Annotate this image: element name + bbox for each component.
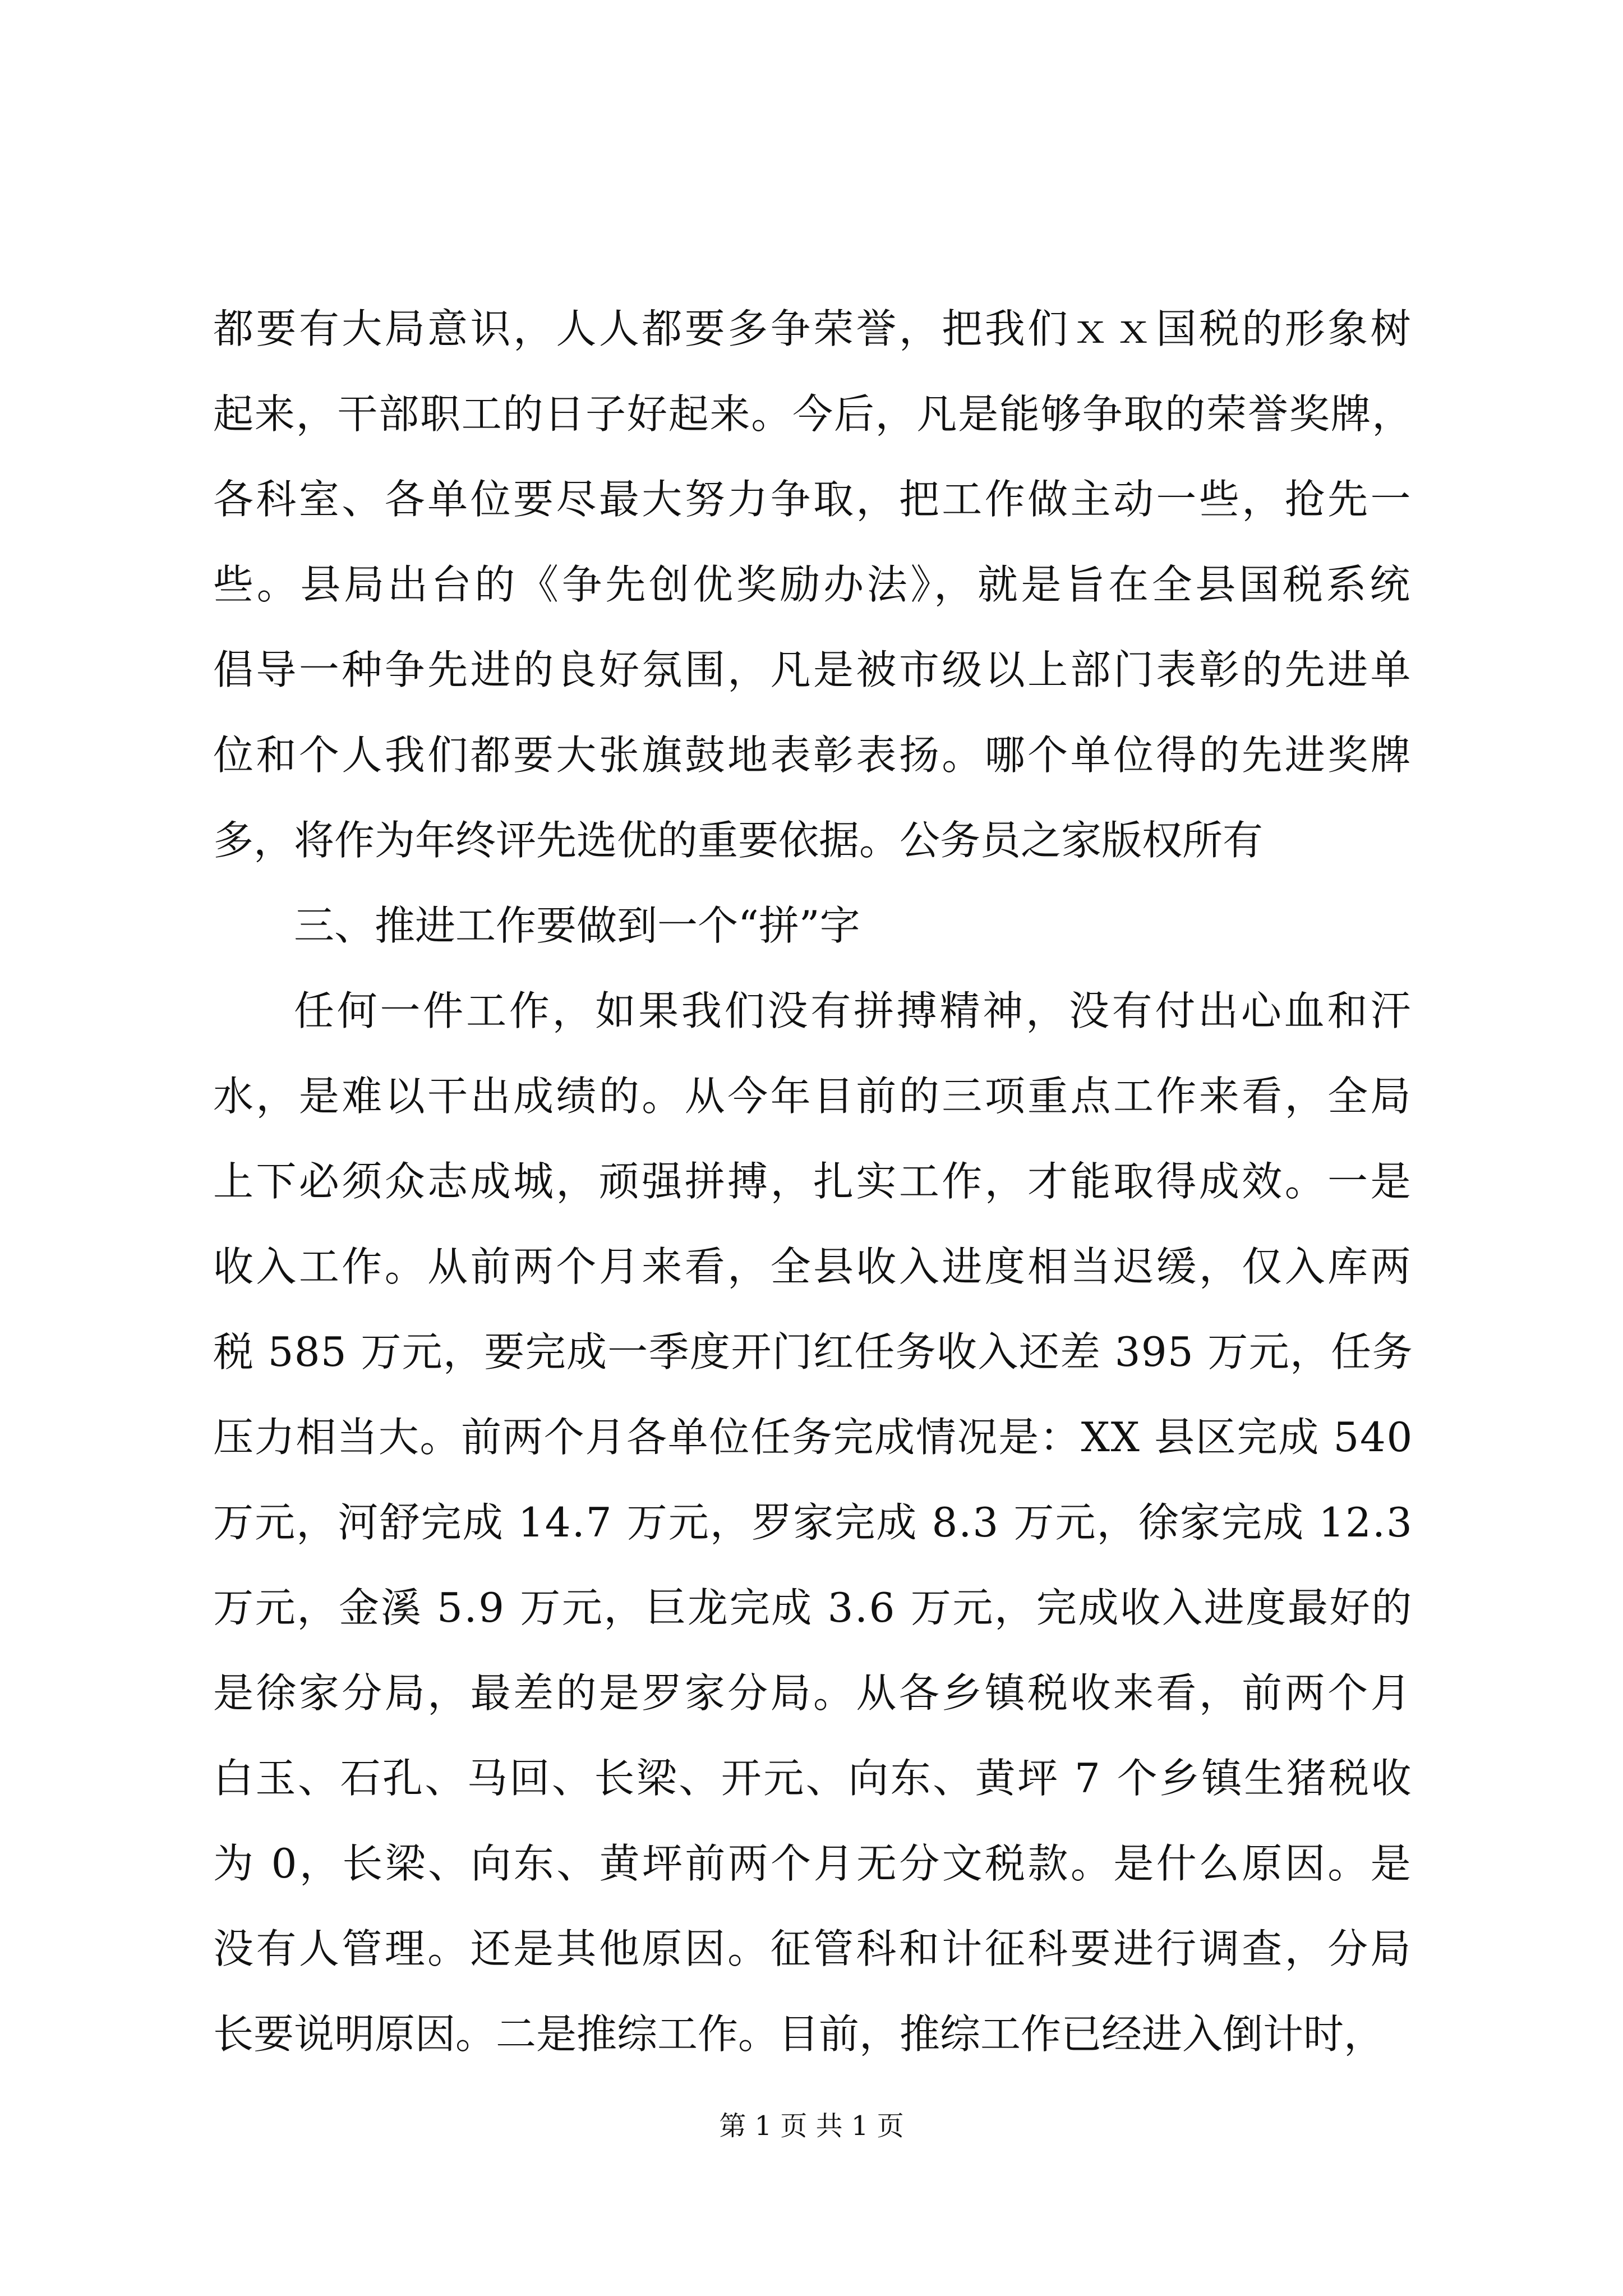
text-line: 倡导一种争先进的良好氛围，凡是被市级以上部门表彰的先进单 bbox=[213, 646, 1413, 693]
text-line: 是徐家分局，最差的是罗家分局。从各乡镇税收来看，前两个月 bbox=[213, 1669, 1413, 1717]
text-line: 水，是难以干出成绩的。从今年目前的三项重点工作来看，全局 bbox=[213, 1073, 1413, 1120]
text-line: 上下必须众志成城，顽强拼搏，扎实工作，才能取得成效。一是 bbox=[213, 1158, 1413, 1205]
page-footer: 第 1 页 共 1 页 bbox=[719, 2110, 904, 2142]
text-line: 税 585 万元，要完成一季度开门红任务收入还差 395 万元，任务 bbox=[213, 1328, 1413, 1375]
text-line: 万元，金溪 5.9 万元，巨龙完成 3.6 万元，完成收入进度最好的 bbox=[213, 1584, 1413, 1631]
text-line: 位和个人我们都要大张旗鼓地表彰表扬。哪个单位得的先进奖牌 bbox=[213, 731, 1413, 779]
text-line: 都要有大局意识，人人都要多争荣誉，把我们ｘｘ国税的形象树 bbox=[213, 305, 1413, 352]
text-line: 万元，河舒完成 14.7 万元，罗家完成 8.3 万元，徐家完成 12.3 bbox=[213, 1499, 1413, 1546]
text-line: 起来，干部职工的日子好起来。今后，凡是能够争取的荣誉奖牌， bbox=[213, 390, 1413, 438]
text-line: 各科室、各单位要尽最大努力争取，把工作做主动一些，抢先一 bbox=[213, 476, 1413, 523]
text-line: 收入工作。从前两个月来看，全县收入进度相当迟缓，仅入库两 bbox=[213, 1243, 1413, 1290]
text-line: 压力相当大。前两个月各单位任务完成情况是：XX 县区完成 540 bbox=[213, 1414, 1413, 1461]
document-body bbox=[213, 286, 1413, 2077]
text-line: 白玉、石孔、马回、长梁、开元、向东、黄坪 7 个乡镇生猪税收 bbox=[213, 1755, 1413, 1802]
text-line: 没有人管理。还是其他原因。征管科和计征科要进行调查，分局 bbox=[213, 1925, 1413, 1972]
text-line: 为 0，长梁、向东、黄坪前两个月无分文税款。是什么原因。是 bbox=[213, 1840, 1413, 1887]
text-line: 长要说明原因。二是推综工作。目前，推综工作已经进入倒计时， bbox=[213, 2010, 1385, 2058]
text-line: 多，将作为年终评先选优的重要依据。公务员之家版权所有 bbox=[213, 817, 1264, 864]
text-line: 任何一件工作，如果我们没有拼搏精神，没有付出心血和汗 bbox=[294, 987, 1413, 1034]
text-line: 些。县局出台的《争先创优奖励办法》，就是旨在全县国税系统 bbox=[213, 561, 1413, 608]
text-line: 三、推进工作要做到一个“拼”字 bbox=[294, 902, 860, 949]
